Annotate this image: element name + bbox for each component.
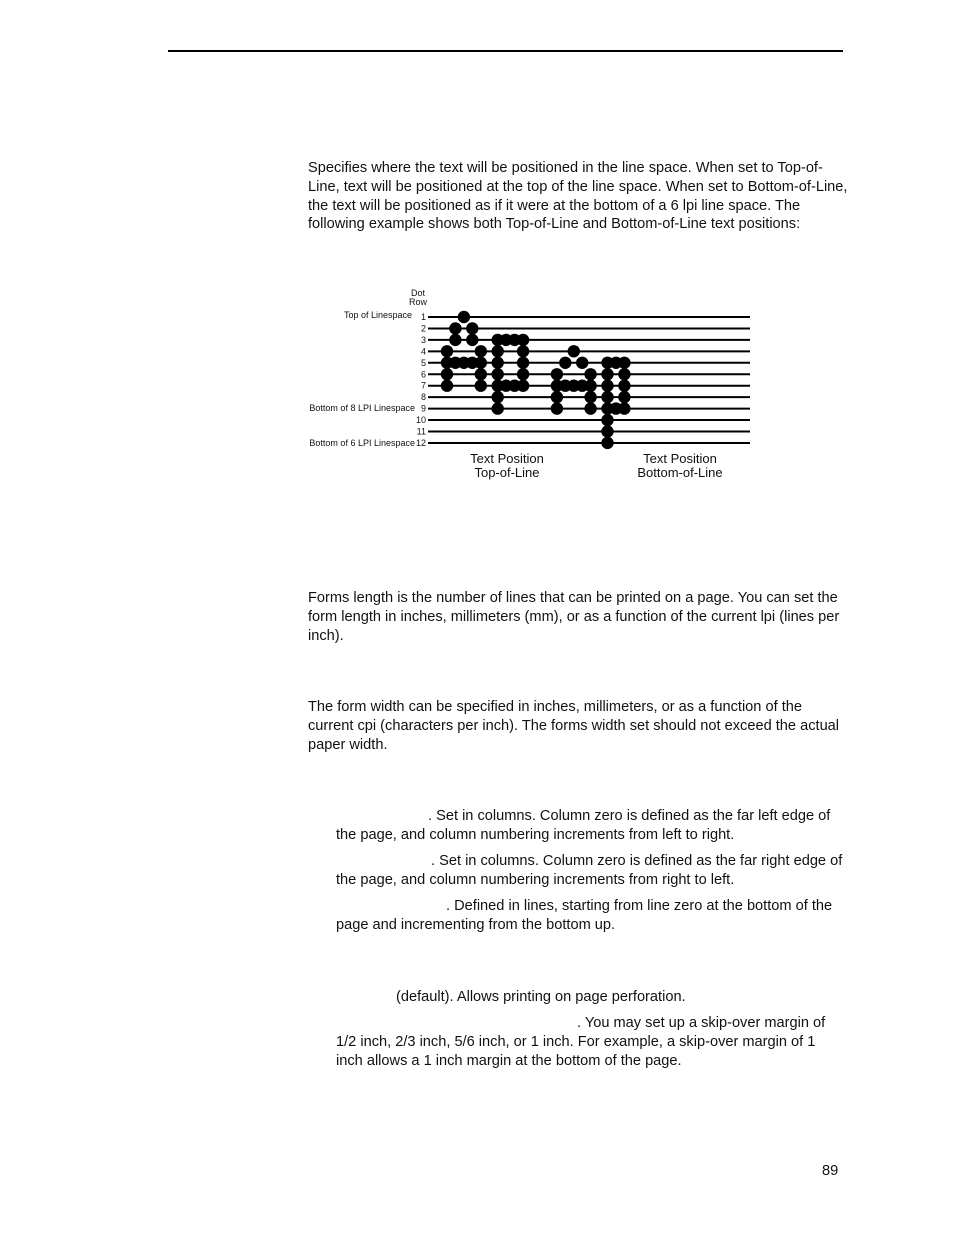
glyph-dot (492, 391, 504, 403)
forms-length-description: Forms length is the number of lines that can be printed on a page. You can set the form length in inches, millimeters (mm), or as a function of the current lpi (lines per inch). (308, 590, 840, 644)
left-origin-item (336, 807, 846, 845)
glyph-dot (492, 402, 504, 414)
row-number: 1 (420, 312, 426, 322)
glyph-dot (584, 368, 596, 380)
glyph-dot (441, 345, 453, 357)
row-number: 10 (415, 415, 426, 426)
glyph-dot (466, 322, 478, 334)
skip-over-text: . You may set up a skip-over margin of 1/2 inch, 2/3 inch, 5/6 inch, or 1 inch. For example, a skip-over margin of 1 inch allows a 1 inch margin at the bottom of the page. (336, 1015, 826, 1069)
text-position-description: Specifies where the text will be positioned in the line space. When set to Top-of-Line, text will be positioned at the top of the line space. When set to Bottom-of-Line, the text will be positioned as if it were at the bottom of a 6 lpi line space. The following example shows both Top-of-Line and Bottom-of-Line text positions: (308, 160, 848, 233)
glyph-dot (517, 357, 529, 369)
top-of-linespace-label: Top of Linespace (343, 310, 412, 320)
glyph-dot (618, 357, 630, 369)
glyph-dot (475, 380, 487, 392)
glyph-dot (618, 402, 630, 414)
glyph-dot (492, 357, 504, 369)
row-number: 8 (420, 392, 426, 403)
glyph-dot (517, 345, 529, 357)
glyph-dot (601, 380, 613, 392)
caption-top-of-line: Top-of-Line (474, 465, 540, 480)
glyph-dot (618, 380, 630, 392)
glyph-dot (492, 345, 504, 357)
row-number: 6 (420, 369, 426, 380)
page-number: 89 (822, 1163, 839, 1179)
dot-row-header: Row (408, 297, 428, 307)
row-number: 12 (415, 437, 426, 448)
glyph-dot (475, 345, 487, 357)
dot-row-diagram-svg (300, 284, 760, 484)
perforation-default-item (336, 988, 846, 1007)
perforation-default-text: (default). Allows printing on page perforation. (396, 989, 686, 1005)
dot-row-diagram (300, 284, 760, 484)
glyph-dot (466, 334, 478, 346)
glyph-a-bottom-of-line (551, 345, 597, 415)
glyph-dot (601, 425, 613, 437)
caption-top-of-line: Text Position (470, 451, 544, 466)
glyph-dot (492, 368, 504, 380)
row-number: 9 (420, 403, 426, 414)
glyph-dot (584, 402, 596, 414)
glyph-dot (551, 391, 563, 403)
glyph-dots (441, 311, 631, 449)
glyph-dot (568, 345, 580, 357)
glyph-dot (458, 311, 470, 323)
glyph-dot (601, 391, 613, 403)
glyph-dot (517, 368, 529, 380)
glyph-dot (517, 380, 529, 392)
caption-bottom-of-line: Text Position (643, 451, 717, 466)
glyph-dot (475, 357, 487, 369)
glyph-dot (551, 368, 563, 380)
row-number: 7 (420, 380, 426, 391)
glyph-dot (551, 402, 563, 414)
right-origin-item (336, 852, 846, 890)
glyph-dot (584, 391, 596, 403)
glyph-dot (601, 437, 613, 449)
glyph-dot (517, 334, 529, 346)
bottom-origin-text: . Defined in lines, starting from line zero at the bottom of the page and incrementing from the bottom up. (336, 898, 833, 933)
glyph-dot (441, 368, 453, 380)
glyph-dot (601, 368, 613, 380)
skip-over-item (336, 1014, 846, 1070)
bottom-8lpi-label: Bottom of 8 LPI Linespace (309, 403, 415, 413)
form-width-description: The form width can be specified in inches, millimeters, or as a function of the current cpi (characters per inch). The forms width set should not exceed the actual paper width. (308, 699, 840, 753)
glyph-dot (618, 368, 630, 380)
dot-row-header: Dot (410, 288, 426, 298)
left-origin-text: . Set in columns. Column zero is defined as the far left edge of the page, and column numbering increments from left to right. (336, 808, 831, 843)
row-number: 3 (420, 334, 426, 345)
glyph-dot (449, 334, 461, 346)
glyph-dot (475, 368, 487, 380)
glyph-dot (559, 357, 571, 369)
caption-bottom-of-line: Bottom-of-Line (637, 465, 723, 480)
glyph-dot (618, 391, 630, 403)
glyph-dot (601, 414, 613, 426)
row-number: 11 (416, 426, 426, 437)
glyph-dot (449, 322, 461, 334)
bottom-6lpi-label: Bottom of 6 LPI Linespace (309, 438, 415, 448)
row-number: 4 (420, 346, 426, 357)
row-number: 5 (420, 357, 426, 368)
row-number: 2 (420, 323, 426, 334)
header-rule (168, 50, 843, 52)
bottom-origin-item (336, 897, 846, 935)
glyph-p-bottom-of-line (601, 357, 630, 449)
glyph-dot (576, 357, 588, 369)
right-origin-text: . Set in columns. Column zero is defined as the far right edge of the page, and column numbering increments from right to left. (336, 853, 843, 888)
glyph-dot (441, 380, 453, 392)
glyph-dot (584, 380, 596, 392)
